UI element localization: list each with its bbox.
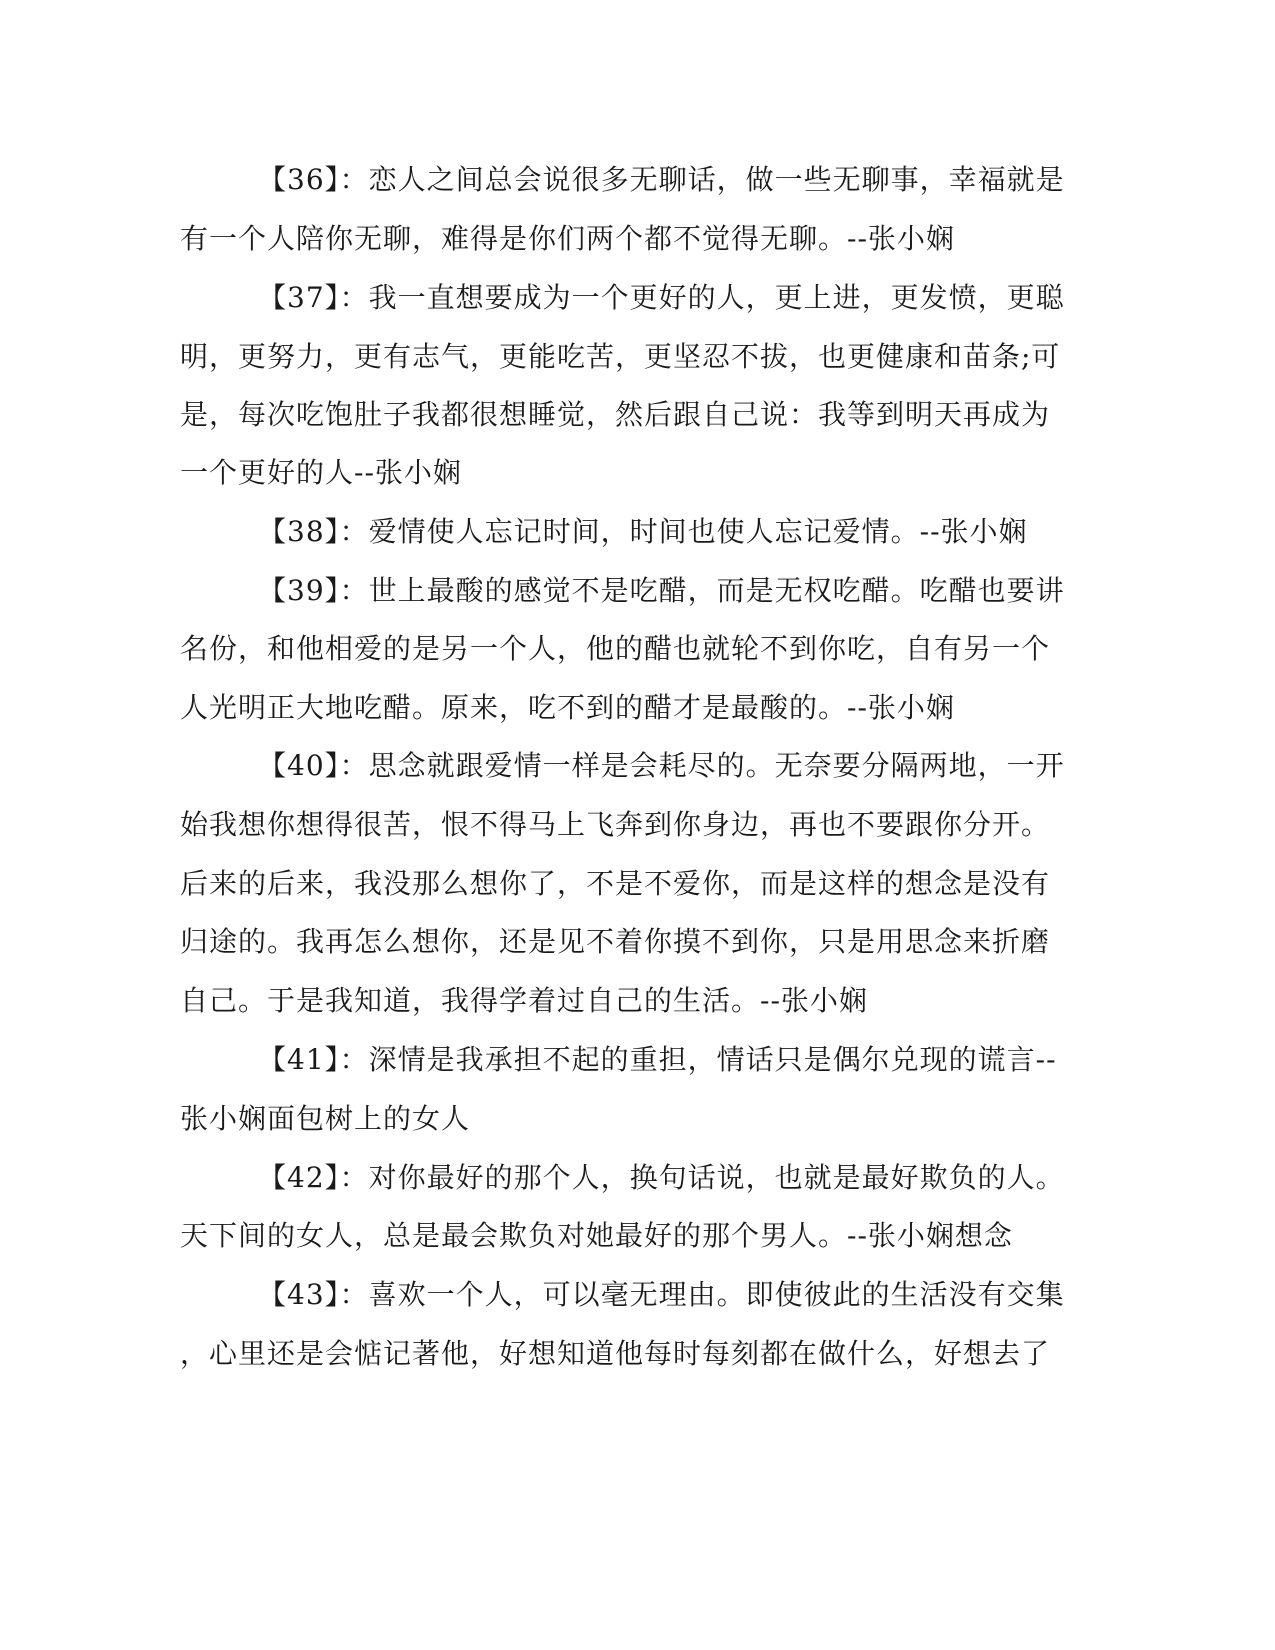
text-line-40-b: 始我想你想得很苦，恨不得马上飞奔到你身边，再也不要跟你分开。 — [180, 808, 1051, 841]
text-line-37-c: 是，每次吃饱肚子我都很想睡觉，然后跟自己说：我等到明天再成为 — [180, 398, 1051, 431]
text-line-43-b: ，心里还是会惦记著他，好想知道他每时每刻都在做什么，好想去了 — [180, 1337, 1051, 1370]
text-line-43-a: 【43】：喜欢一个人，可以毫无理由。即使彼此的生活没有交集 — [258, 1278, 1065, 1311]
text-line-36-b: 有一个人陪你无聊，难得是你们两个都不觉得无聊。--张小娴 — [180, 222, 955, 255]
text-line-37-b: 明，更努力，更有志气，更能吃苦，更坚忍不拔，也更健康和苗条;可 — [180, 340, 1061, 373]
text-line-37-a: 【37】：我一直想要成为一个更好的人，更上进，更发愤，更聪 — [258, 281, 1065, 314]
text-line-42-b: 天下间的女人，总是最会欺负对她最好的那个男人。--张小娴想念 — [180, 1219, 1013, 1252]
text-line-41-a: 【41】：深情是我承担不起的重担，情话只是偶尔兑现的谎言-- — [258, 1043, 1057, 1076]
text-line-39-c: 人光明正大地吃醋。原来，吃不到的醋才是最酸的。--张小娴 — [180, 691, 955, 724]
text-line-41-b: 张小娴面包树上的女人 — [180, 1102, 471, 1135]
text-line-40-e: 自己。于是我知道，我得学着过自己的生活。--张小娴 — [180, 984, 868, 1017]
text-line-42-a: 【42】：对你最好的那个人，换句话说，也就是最好欺负的人。 — [258, 1161, 1065, 1194]
text-line-40-d: 归途的。我再怎么想你，还是见不着你摸不到你，只是用思念来折磨 — [180, 925, 1051, 958]
text-line-37-d: 一个更好的人--张小娴 — [180, 456, 462, 489]
text-line-39-b: 名份，和他相爱的是另一个人，他的醋也就轮不到你吃，自有另一个 — [180, 632, 1051, 665]
text-line-36-a: 【36】：恋人之间总会说很多无聊话，做一些无聊事，幸福就是 — [258, 163, 1065, 196]
text-line-38: 【38】：爱情使人忘记时间，时间也使人忘记爱情。--张小娴 — [258, 515, 1028, 548]
text-line-39-a: 【39】：世上最酸的感觉不是吃醋，而是无权吃醋。吃醋也要讲 — [258, 574, 1065, 607]
text-line-40-a: 【40】：思念就跟爱情一样是会耗尽的。无奈要分隔两地，一开 — [258, 749, 1065, 782]
text-line-40-c: 后来的后来，我没那么想你了，不是不爱你，而是这样的想念是没有 — [180, 867, 1051, 900]
